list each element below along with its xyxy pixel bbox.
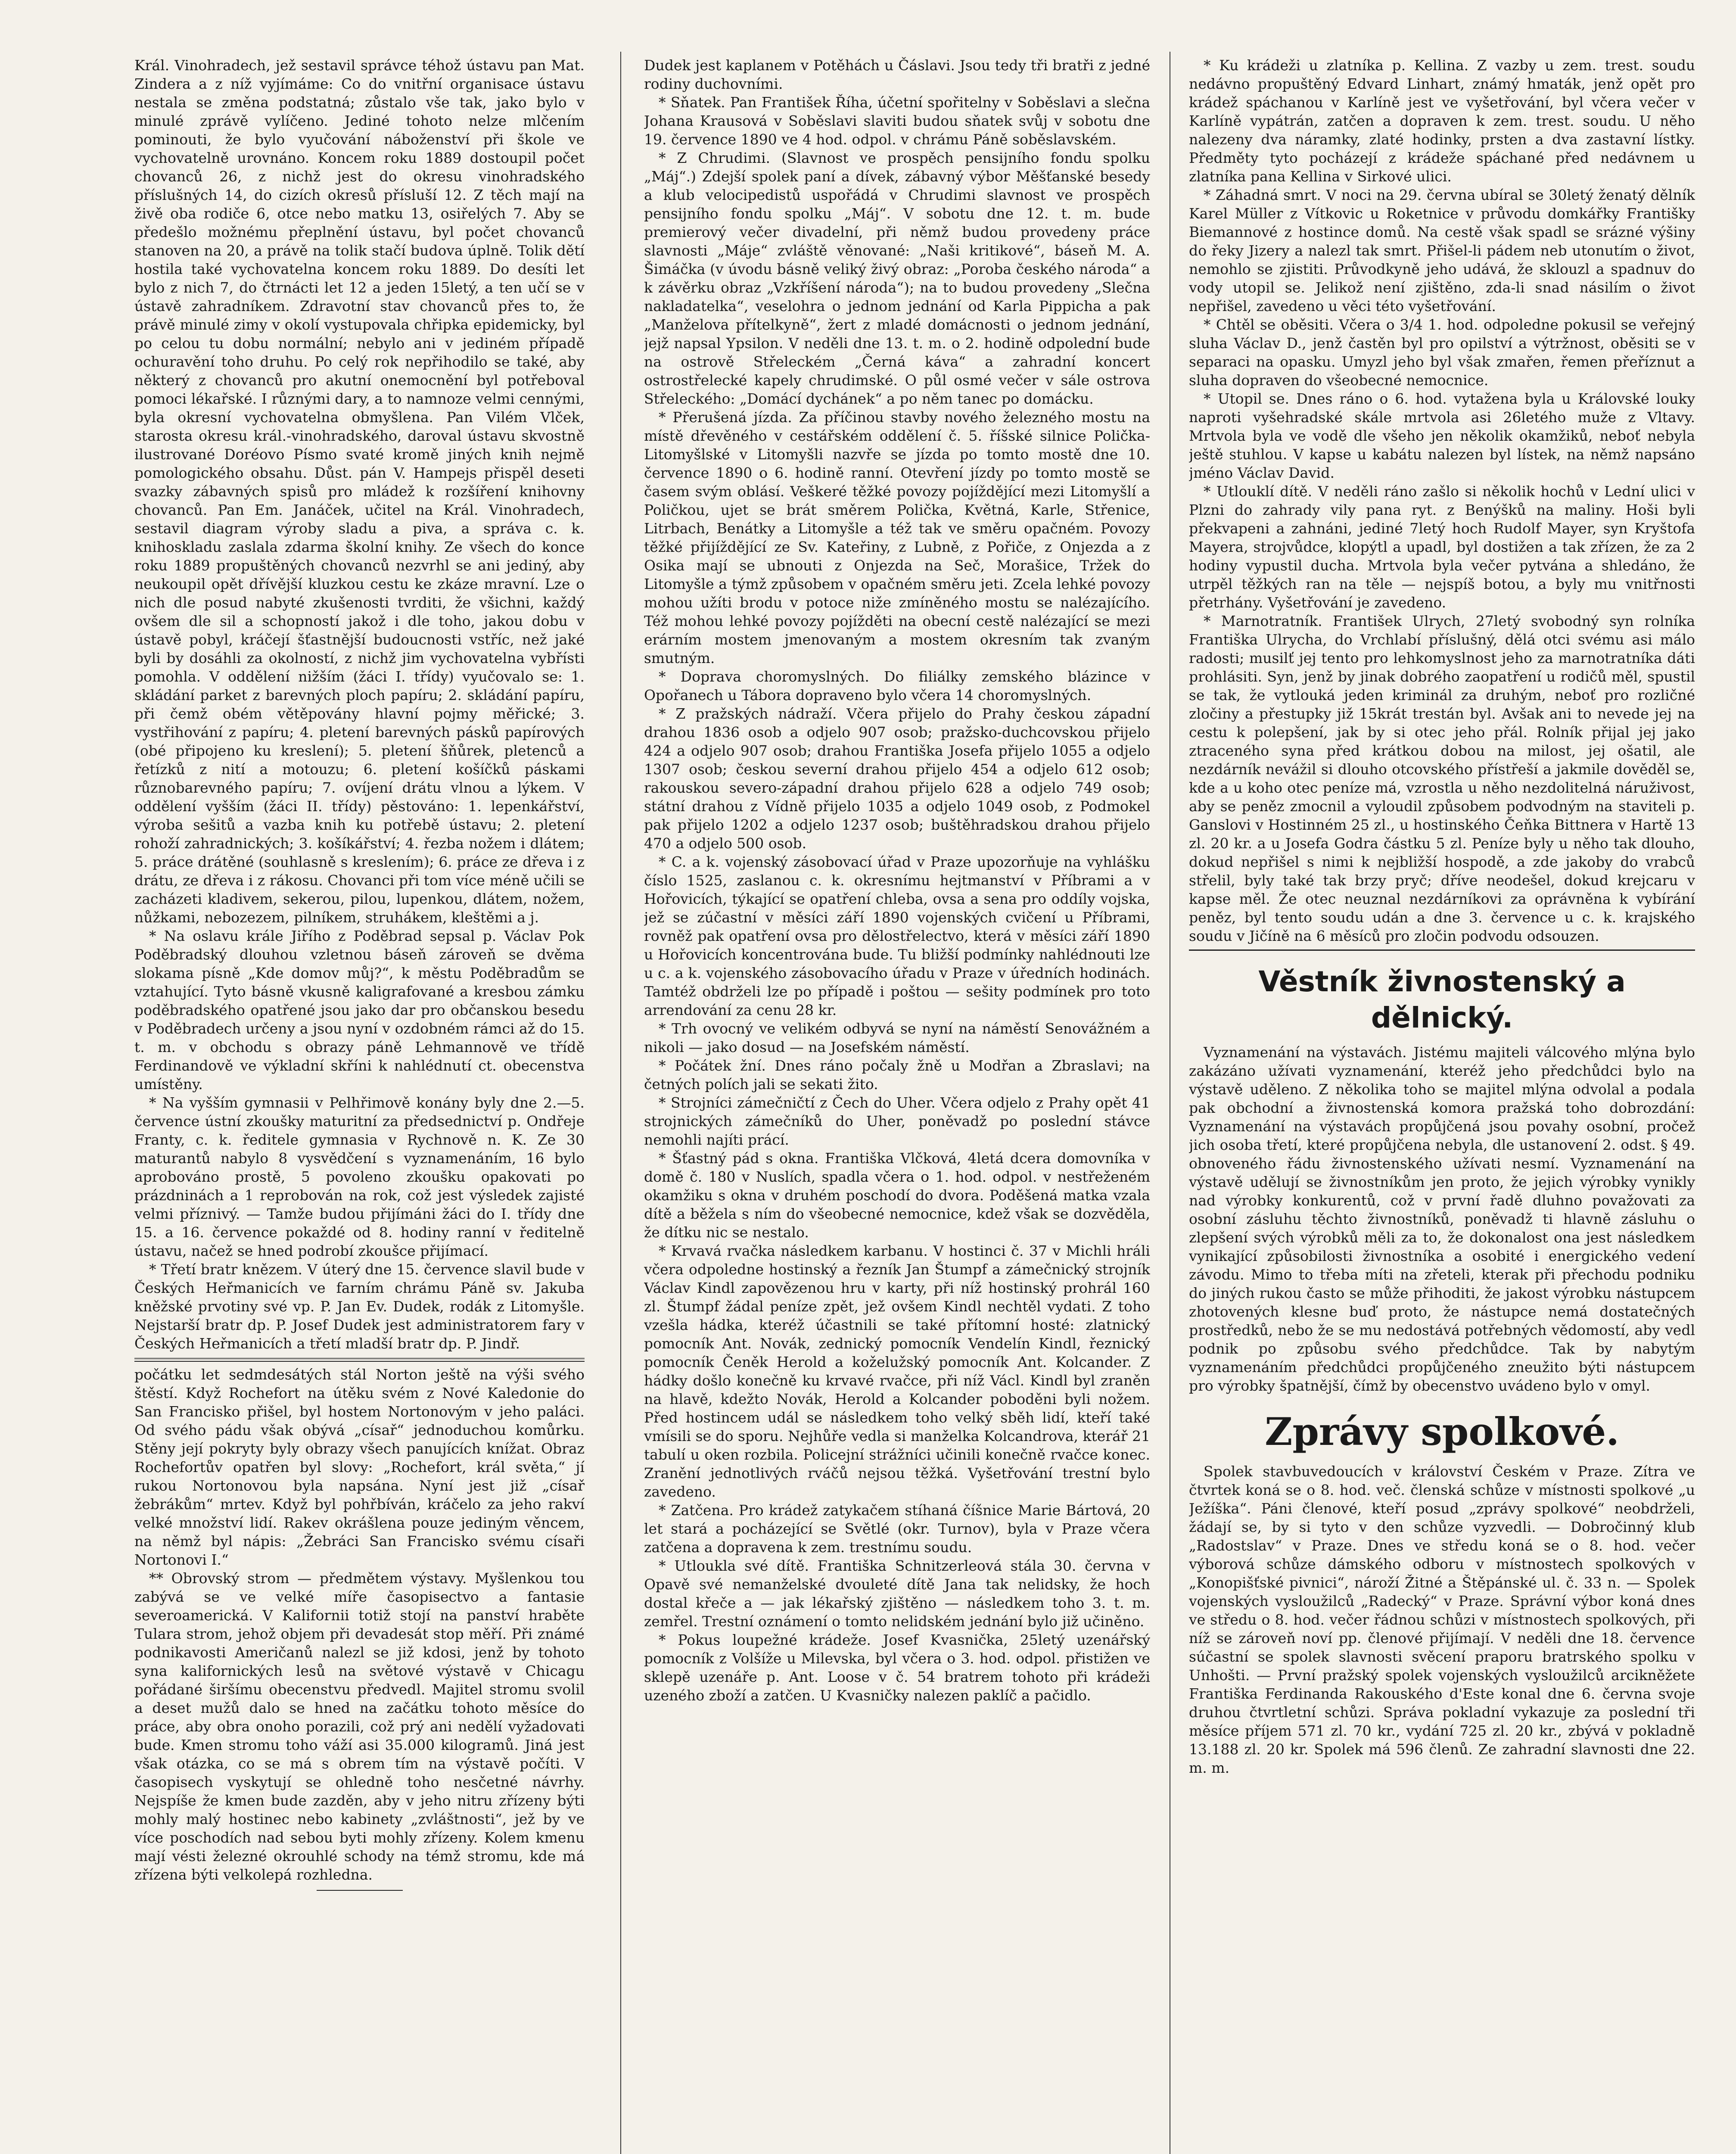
section-title-trade: Věstník živnostenský a dělnický. [1258,965,1626,1034]
article-text: * Záhadná smrt. V noci na 29. června ubíral se 30letý ženatý dělník Karel Müller z Vítkovic u Roketnice v průvodu domkářky Františky Biemannové z hostince domů. Na cestě však spadl se srázné výšiny do řeky Jizery a nalezl tak smrt. Přišel-li pádem neb utonutím o život, nemohlo se zjistiti. Průvodkyně jeho udává, že sklouzl a spadnuv do vody utopil se. Jelikož není zjištěno, zda-li snad násilím o život nepřišel, zavedeno u věci této vyšetřování. [1189,187,1695,314]
column-1 [134,56,585,2154]
column-3 [1189,56,1695,2154]
feuilleton-text: počátku let sedmdesátých stál Norton ještě na výši svého štěstí. Když Rochefort na útěku svém z Nové Kaledonie do San Francisko přišel, byl hostem Nortonovým v jeho paláci. Od svého pádu však obývá „císař“ jednoduchou komůrku. Stěny její pokryty byly obrazy všech panujících knížat. Obraz Rochefortův opatřen byl slovy: „Rochefort, král světa,“ jí rukou Nortonovou byla napsána. Nyní jest již „císař žebrákům“ mrtev. Když byl pohřbíván, kráčelo za jeho rakví velké množství lidí. Rakev okrášlena pouze jediným věncem, na němž byl nápis: „Žebráci San Francisko svému císaři Nortonovi I.“ [134,1366,585,1568]
section-title-clubs: Zprávy spolkové. [1265,1409,1619,1454]
article-text: * Trh ovocný ve velikém odbyvá se nyní na náměstí Senovážném a nikoli — jako dosud — na Josefském náměstí. [644,1020,1150,1055]
article-text: * C. a k. vojenský zásobovací úřad v Praze upozorňuje na vyhlášku číslo 1525, zaslanou c. k. okresnímu hejtmanství v Příbrami a v Hořovicích, týkající se opatření chleba, ovsa a sena pro oddíly vojska, jež se zúčastní v měsíci září 1890 vojenských cvičení u Příbrami, rovněž pak opatření ovsa pro dělostřelectvo, která v měsíci září 1890 u Hořovicích koncentrována bude. Tu bližší podmínky nahlédnouti lze u c. a k. vojenského zásobovacího úřadu v Praze v úředních hodinách. Tamtéž obdrželi lze po případě i poštou — sešity podmínek pro toto arrendování za cenu 28 kr. [644,853,1150,1018]
feuilleton-text: ** Obrovský strom — předmětem výstavy. Myšlenkou tou zabývá se ve velké míře časopisectvo a fantasie severoamerická. V Kalifornii totiž stojí na panství hraběte Tulara strom, jehož objem při devadesát stop měří. Při známé podnikavosti Američanů nalezl se již kdosi, jenž by tohoto syna kalifornických lesů na světové výstavě v Chicagu pořádané širšímu obecenstvu předvedl. Majitel stromu svolil a deset mužů dalo se hned na začátku tohoto měsíce do práce, aby obra onoho porazili, což prý ani nedělí vyžadovati bude. Kmen stromu toho váží asi 35.000 kilogramů. Jiná jest však otázka, co se má s obrem tím na výstavě počíti. V časopisech vyskytují se ohledně toho nesčetné návrhy. Nejspíše že kmen bude zazděn, aby v jeho nitru zřízeny býti mohly malý hostinec nebo kabinety „zvláštnosti“, jež by ve více poschodích nad sebou byti mohly zřízeny. Kolem kmenu mají vésti železné okrouhlé schody na témž stromu, kde má zřízena býti velkolepá rozhledna. [134,1570,585,1883]
article-text: * Utopil se. Dnes ráno o 6. hod. vytažena byla u Královské louky naproti vyšehradské skále mrtvola asi 26letého muže z Vltavy. Mrtvola byla ve vodě dle všeho jen několik okamžiků, neboť nebyla ještě stuhlou. V kapse u kabátu nalezen byl lístek, na němž napsáno jméno Václav David. [1189,390,1695,481]
section-divider [1189,949,1695,951]
article-text: * Z Chrudimi. (Slavnost ve prospěch pensijního fondu spolku „Máj“.) Zdejší spolek paní a dívek, zábavný výbor Měšťanské besedy a klub velocipedistů uspořádá v Chrudimi slavnost ve prospěch pensijního fondu spolku „Máj“. V sobotu dne 12. t. m. bude premierový večer divadelní, při němž budou provedeny práce slavnosti „Máje“ zvláště věnované: „Naši kritikové“, báseň M. A. Šimáčka (v úvodu básně veliký živý obraz: „Poroba českého národa“ a k závěrku obraz „Vzkříšení národa“); na to budou provedeny „Slečna nakladatelka“, veselohra o jednom jednání od Karla Pippicha a pak „Manželova přítelkyně“, žert z mladé domácnosti o jednom jednání, jejž napsal Ypsilon. V neděli dne 13. t. m. o 2. hodině odpolední bude na ostrově Střeleckém „Černá káva“ a zahradní koncert ostrostřelecké kapely chrudimské. O půl osmé večer v sále ostrova Střeleckého: „Domácí dychánek“ a po něm tanec po domácku. [644,149,1150,407]
article-text: * Chtěl se oběsiti. Včera o 3/4 1. hod. odpoledne pokusil se veřejný sluha Václav D., jenž častěn byl pro opilství a výtržnost, oběsiti se v separaci na opasku. Umyzl jeho byl však zmařen, řemen přeříznut a sluha dopraven do všeobecné nemocnice. [1189,316,1695,389]
article-text: * Zatčena. Pro krádež zatykačem stíhaná číšnice Marie Bártová, 20 let stará a pocházející se Světlé (okr. Turnov), byla v Praze včera zatčena a dopravena k zem. trestnímu soudu. [644,1502,1150,1556]
article-text: * Ku krádeži u zlatníka p. Kellina. Z vazby u zem. trest. soudu nedávno propuštěný Edvard Linhart, známý hmaták, jenž opět pro krádež spáchanou v Karlíně jest ve vyšetřování, byl včera večer v Karlíně vypátrán, zatčen a dopraven k zem. trest. soudu. U něho nalezeny dva náramky, zlaté hodinky, prsten a dva zastavní lístky. Předměty tyto pocházejí z krádeže spáchané před nedávnem u zlatníka pana Kellina v Sirkové ulici. [1189,57,1695,185]
article-text: * Na oslavu krále Jiřího z Poděbrad sepsal p. Václav Pok Poděbradský dlouhou vzletnou báseň zároveň se dvěma slokama písně „Kde domov můj?“, k městu Poděbradům se vztahující. Tyto básně vkusně kaligrafované a kresbou zámku poděbradského opatřené jsou jako dar pro občanskou besedu v Poděbradech určeny a jsou nyní v ozdobném rámci až do 15. t. m. v obchodu s obrazy páně Lehmannově ve třídě Ferdinandově ve výkladní skříni k nahlédnutí ct. obecenstva umístěny. [134,928,585,1093]
feuilleton-divider [134,1358,585,1362]
article-text: Vyznamenání na výstavách. Jistému majiteli válcového mlýna bylo zakázáno užívati vyznamenání, kteréž jeho předchůdci bylo na výstavě uděleno. Z několika toho se majitel mlýna odvolal a podala pak obchodní a živnostenská komora pražská toho dobrozdání: Vyznamenání na výstavách propůjčená jsou povahy osobní, pročež jich osoba třetí, které propůjčena nebyla, dle ustanovení 2. odst. § 49. obnoveného řádu živnostenského užívati nesmí. Vyznamenání na výstavě udělují se živnostníkům jen proto, že jejich výrobky vynikly nad výrobky konkurentů, což v první řadě dluhno považovati za osobní zásluhu těchto živnostníků, poněvadž ti hlavně zásluhu o zlepšení svých výrobků měli za to, že dokonalost ona jest následkem vynikající způsobilosti živnostníka a osobité i energického vedení závodu. Mimo to třeba míti na zřeteli, kterak při přechodu podniku do jiných rukou často se může přihoditi, že jakost výrobku nástupcem zhotovených klesne buď proto, že nástupce nemá dostatečných prostředků, nebo že se mu nedostává potřebných vědomostí, aby vedl podnik po způsobu svého předchůdce. Tak by nabytým vyznamenáním předchůdci propůjčeného zneužito býti nástupcem pro výrobky špatnější, čímž by obecenstvo uvádeno bylo v omyl. [1189,1044,1695,1394]
article-text: * Utlouklí dítě. V neděli ráno zašlo si několik hochů v Lední ulici v Plzni do zahrady vily pana ryt. z Benýšků na maliny. Hoši byli překvapeni a zahnáni, jediné 7letý hoch Rudolf Mayer, syn Kryštofa Mayera, strojvůdce, klopýtl a upadl, byl dostižen a tak zřízen, že za 2 hodiny vypustil ducha. Mrtvola byla večer pytvána a shledáno, že utrpěl těžkých ran na těle — nejspíš botou, a byly mu vnitřnosti přetrhány. Vyšetřování je zavedeno. [1189,483,1695,611]
article-text: * Z pražských nádraží. Včera přijelo do Prahy českou západní drahou 1836 osob a odjelo 907 osob; pražsko-duchcovskou přijelo 424 a odjelo 907 osob; drahou Františka Josefa přijelo 1055 a odjelo 1307 osob; českou severní drahou přijelo 454 a odjelo 612 osob; rakouskou severo-západní drahou přijelo 628 a odjelo 749 osob; státní drahou z Vídně přijelo 1035 a odjelo 1049 osob, z Podmokel pak přijelo 1202 a odjelo 1237 osob; buštěhradskou drahou přijelo 470 a odjelo 500 osob. [644,705,1150,852]
article-text: * Na vyšším gymnasii v Pelhřimově konány byly dne 2.—5. července ústní zkoušky maturitní za předsednictví p. Ondřeje Franty, c. k. ředitele gymnasia v Rychnově n. K. Ze 30 maturantů nabylo 8 vysvědčení s vyznamenáním, 16 bylo aprobováno prostě, 5 povoleno zkoušku opakovati po prázdninách a 1 reprobován na rok, což jest výsledek zajisté velmi příznivý. — Tamže budou přijímáni žáci do I. třídy dne 15. a 16. července pokaždé od 8. hodiny ranní v ředitelně ústavu, načež se hned podrobí zkoušce přijímací. [134,1094,585,1259]
article-text: Dudek jest kaplanem v Potěhách u Čáslavi. Jsou tedy tři bratři z jedné rodiny duchovními. [644,57,1150,92]
article-text: Spolek stavbuvedoucích v království Českém v Praze. Zítra ve čtvrtek koná se o 8. hod. več. členská schůze v místnosti spolkové „u Ježíška“. Páni členové, kteří posud „zprávy spolkové“ neobdrželi, žádají se, by si tyto v den schůze vyzvedli. — Dobročinný klub „Radostslav“ v Praze. Dnes ve středu koná se o 8. hod. večer výborová schůze dámského odboru v místnostech spolkových v „Konopišťské pivnici“, nároží Žitné a Štěpánské ul. č. 33 n. — Spolek vojenských vysloužilců „Radecký“ v Praze. Správní výbor koná dnes ve středu o 8. hod. večer řádnou schůzi v místnostech spolkových, při níž se zároveň noví pp. členové přijímají. V neděli dne 18. července súčastní se spolek slavnosti svěcení praporu bratrského spolku v Unhošti. — První pražský spolek vojenských vysloužilců arcikněžete Františka Ferdinanda Rakouského d'Este konal dne 6. června svoje druhou čtvrtletní schůzi. Správa pokladní vykazuje za poslední tři měsíce příjem 571 zl. 70 kr., vydání 725 zl. 20 kr., zbývá v pokladně 13.188 zl. 20 kr. Spolek má 596 členů. Ze zahradní slavnosti dne 22. m. m. [1189,1463,1695,1776]
column-divider [620,52,621,2154]
article-text: * Sňatek. Pan František Říha, účetní spořitelny v Soběslavi a slečna Johana Krausová v Soběslavi slaviti budou sňatek svůj v sobotu dne 19. července 1890 ve 4 hod. odpol. v chrámu Páně soběslavském. [644,94,1150,148]
end-rule [317,1890,403,1891]
article-text: * Krvavá rvačka následkem karbanu. V hostinci č. 37 v Michli hráli včera odpoledne hostinský a řezník Jan Štumpf a zámečnický strojník Václav Kindl zapovězenou hru v karty, při níž hostinský prohrál 160 zl. Štumpf žádal peníze zpět, jež ovšem Kindl nechtěl vydati. Z toho vzešla hádka, kteréž účastnili se také přítomní hosté: zlatnický pomocník Ant. Novák, zednický pomocník Vendelín Kindl, řeznický pomocník Čeněk Herold a koželužský pomocník Ant. Kolcander. Z hádky došlo konečně ku krvavé rvačce, při níž Václ. Kindl byl zraněn na hlavě, kdežto Novák, Herold a Kolcander poboděni byli nožem. Před hostincem udál se následkem toho velký sběh lidí, kteří také vmísili se do sporu. Nejhůře vedla si manželka Kolcandrova, kterář 21 tabulí u oken rozbila. Policejní strážníci učinili konečně rvačce konec. Zranění jednotlivých rváčů nejsou těžká. Vyšetřování trestní bylo zavedeno. [644,1242,1150,1500]
article-text: Král. Vinohradech, jež sestavil správce téhož ústavu pan Mat. Zindera a z níž vyjímáme: Co do vnitřní organisace ústavu nestala se změna podstatná; zůstalo vše tak, jako bylo v minulé zprávě vylíčeno. Jediné tohoto nelze mlčením pominouti, že bylo vyučování náboženství při škole ve vychovatelně urovnáno. Koncem roku 1889 dostoupil počet chovanců 26, z nichž jest do okresu vinohradského příslušných 14, do cizích okresů přísluší 12. Z těch mají na živě oba rodiče 6, otce nebo matku 13, osiřelých 7. Aby se předešlo možnému přeplnění ústavu, byl počet chovanců stanoven na 20, a právě na tolik stačí budova úplně. Tolik dětí hostila také vychovatelna koncem roku 1889. Do desíti let bylo z nich 7, do čtrnácti let 12 a jeden 15letý, a ten učí se v ústavě zahradníkem. Zdravotní stav chovanců přes to, že právě minulé zimy v okolí vystupovala chřipka epidemicky, byl po celou tu dobu normální; nebylo ani v jediném případě ochuravění toho druhu. Po celý rok nepřihodilo se také, aby některý z chovanců pro akutní onemocnění byl potřeboval pomoci lékařské. I různými dary, a to namnoze velmi cennými, byla okresní vychovatelna obmyšlena. Pan Vilém Vlček, starosta okresu král.-vinohradského, daroval ústavu skvostně ilustrované Doréovo Písmo svaté kromě jiných knih nejmě pomologického obsahu. Důst. pán V. Hampejs přispěl deseti svazky zábavných spisů pro mládež k rozšíření knihovny chovanců. Pan Em. Janáček, učitel na Král. Vinohradech, sestavil diagram výroby sladu a piva, a správa c. k. knihoskladu zaslala zdarma školní knihy. Ze všech do konce roku 1889 propuštěných chovanců nezvrhl se ani jediný, aby neukoupil opět dřívější kluzkou cestu ke zkáze mravní. Lze o nich dle posud nabyté zkušenosti tvrditi, že všichni, každý ovšem dle sil a schopností jakož i dle toho, jakou dobu v ústavě pobyl, kráčejí šťastnější budoucnosti vstříc, než jaké byli by dosáhli za okolností, z nichž jim vychovatelna vybřísti pomohla. V oddělení nižším (žáci I. třídy) vyučovalo se: 1. skládání parket z barevných ploch papíru; 2. skládání papíru, při čemž obém větěpovány hlavní pojmy měřické; 3. vystřihování z papíru; 4. pletení barevných pásků papírových (obé připojeno ku kreslení); 5. pletení šňůrek, pletenců a řetízků z nití a motouzu; 6. pletení košíčků páskami různobarevného papíru; 7. ovíjení drátu vlnou a lýkem. V oddělení vyšším (žáci II. třídy) pěstováno: 1. lepenkářství, výroba sešitů a vazba knih ku potřebě ústavu; 2. pletení rohoží zahradnických; 3. košíkářství; 4. řezba nožem i dlátem; 5. práce drátěné (souhlasně s kreslením); 6. práce ze dřeva i z drátu, ze dřeva i z rákosu. Chovanci při tom více méně učili se zacházeti kladivem, sekerou, pilou, lupenkou, dlátem, nožem, nůžkami, nebozezem, pilníkem, struhákem, kleštěmi a j. [134,57,585,926]
article-text: * Marnotratník. František Ulrych, 27letý svobodný syn rolníka Františka Ulrycha, do Vrchlabí příslušný, dělá otci svému asi málo radosti; musilť jej tento pro lehkomyslnost jeho za marnotratníka dáti prohlásiti. Syn, jenž by jinak dobrého zaopatření u rodičů měl, spustil se tak, že vytlouká jeden kriminál za druhým, neboť pro rozličné zločiny a přestupky již 15krát trestán byl. Avšak ani to nevede jej na cestu k polepšení, jak by si otec jeho přál. Rolník přijal jej jako ztraceného syna před krátkou dobou na milost, jej ošatil, ale nezdárník nevážil si dlouho otcovského přístřeší a jakmile dověděl se, kde a u koho otec peníze má, vzrostla u něho nezdolitelná náruživost, aby se peněz zmocnil a vyloudil způsobem podvodným na staviteli p. Ganslovi v Hostinném 25 zl., u hostinského Čeňka Bittnera v Hartě 13 zl. 20 kr. a u Josefa Godra částku 5 zl. Peníze byly u něho tak dlouho, dokud nepřišel s nimi k nejbližší hospodě, a zde jakoby do vrabců střelil, byly také tak brzy pryč; dříve neodešel, dokud krejcaru v kapse měl. Že otec neuznal nezdárníkovi za oprávněna k vybírání peněz, byl tento soudu udán a dne 3. července u c. k. krajského soudu v Jičíně na 6 měsíců pro zločin podvodu odsouzen. [1189,613,1695,944]
article-text: * Pokus loupežné krádeže. Josef Kvasnička, 25letý uzenářský pomocník z Volšíže u Milevska, byl včera o 3. hod. odpol. přistižen ve sklepě uzenáře p. Ant. Loose v č. 54 bratrem tohoto při krádeži uzeného zboží a zatčen. U Kvasničky nalezen paklíč a pačidlo. [644,1631,1150,1704]
article-text: * Šťastný pád s okna. Františka Vlčková, 4letá dcera domovníka v domě č. 180 v Nuslích, spadla včera o 1. hod. odpol. v nestřeženém okamžiku s okna v druhém poschodí do dvora. Poděšená matka vzala dítě a běžela s ním do všeobecné nemocnice, kdež však se dozvěděla, že dítku nic se nestalo. [644,1150,1150,1241]
article-text: * Strojníci zámečničtí z Čech do Uher. Včera odjelo z Prahy opět 41 strojnických zámečníků do Uher, poněvadž po poslední stávce nemohli najíti prácí. [644,1094,1150,1148]
article-text: * Přerušená jízda. Za příčinou stavby nového železného mostu na místě dřevěného v cestářském oddělení č. 5. říšské silnice Polička-Litomyšlské v Litomyšli nazvře se jízda po tomto mostě dne 10. července 1890 o 6. hodině ranní. Otevření jízdy po tomto mostě se časem svým oblásí. Veškeré těžké povozy pojíždějící mezi Litomyšlí a Poličkou, ujet se brát směrem Polička, Květná, Karle, Střenice, Litrbach, Benátky a Litomyšle a též tak ve směru opačném. Povozy těžké přijíždějící ze Sv. Kateřiny, z Lubně, z Pořiče, z Onjezda a z Osika mají se ubnouti z Onjezda na Seč, Morašice, Tržek do Litomyšle a týmž způsobem v opačném směru jeti. Zcela lehké povozy mohou užíti brodu v potoce niže zmíněného mostu se nalézajícího. Též mohou lehké povozy pojížděti na obecní cestě nalézající se mezi erárním mostem jmenovaným a mostem okresním tak zvaným smutným. [644,409,1150,666]
article-text: * Doprava choromyslných. Do filiálky zemského blázince v Opořanech u Tábora dopraveno bylo včera 14 choromyslných. [644,668,1150,703]
article-text: * Třetí bratr knězem. V úterý dne 15. července slavil bude v Českých Heřmanicích ve farním chrámu Páně sv. Jakuba kněžské prvotiny své vp. P. Jan Ev. Dudek, rodák z Litomyšle. Nejstarší bratr dp. P. Josef Dudek jest administratorem fary v Českých Heřmanicích a třetí mladší bratr dp. P. Jindř. [134,1261,585,1352]
article-text: * Počátek žní. Dnes ráno počaly žně u Modřan a Zbraslavi; na četných polích jali se sekati žito. [644,1057,1150,1093]
column-2 [644,56,1150,2154]
article-text: * Utloukla své dítě. Františka Schnitzerleová stála 30. června v Opavě své nemanželské dvouleté dítě Jana tak nelidsky, že hoch dostal křeče a — jak lékařský zjištěno — následkem toho 3. t. m. zemřel. Trestní oznámení o tomto nelidském jednání bylo již učiněno. [644,1557,1150,1630]
